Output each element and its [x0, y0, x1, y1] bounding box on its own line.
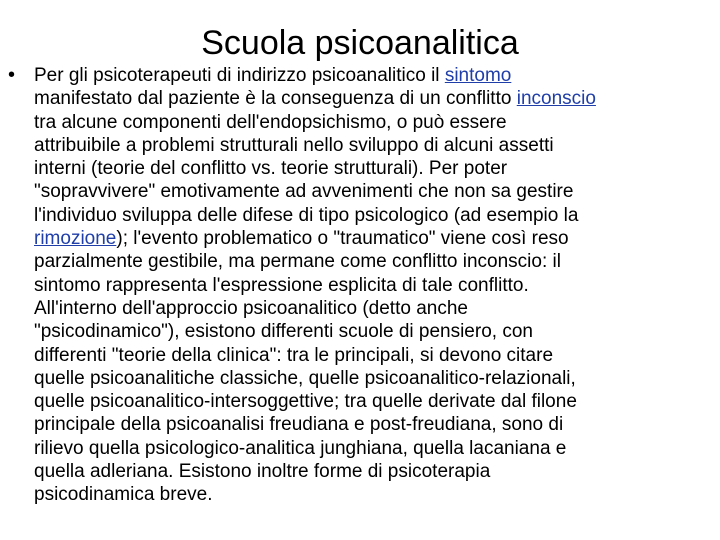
text-line: [34, 204, 720, 227]
text-line: [34, 297, 720, 320]
text-segment: quelle psicoanalitiche classiche, quelle psicoanalitico-relazionali,: [34, 367, 576, 389]
text-segment: ); l'evento problematico o "traumatico" viene così reso: [116, 228, 569, 250]
text-segment: quelle psicoanalitico-intersoggettive; tra quelle derivate dal filone: [34, 391, 577, 413]
text-line: [34, 344, 720, 367]
text-line: [34, 390, 720, 413]
bullet-paragraph: [34, 64, 720, 507]
link-sintomo[interactable]: sintomo: [444, 65, 512, 86]
bullet-item: [8, 64, 720, 507]
bullet-marker: •: [8, 64, 16, 86]
text-segment: quella adleriana. Esistono inoltre forme di psicoterapia: [34, 461, 491, 483]
text-segment: parzialmente gestibile, ma permane come conflitto inconscio: il: [34, 251, 561, 273]
text-segment: tra alcune componenti dell'endopsichismo, o può essere: [34, 111, 507, 133]
slide-body: [8, 64, 720, 507]
text-segment: psicodinamica breve.: [34, 484, 213, 506]
text-line: [34, 413, 720, 436]
text-segment: attribuibile a problemi strutturali nello sviluppo di alcuni assetti: [34, 134, 554, 156]
text-line: [34, 437, 720, 460]
text-line: [34, 250, 720, 273]
text-segment: manifestato dal paziente è la conseguenza di un conflitto: [34, 88, 517, 110]
text-line: [34, 64, 720, 87]
text-line: [34, 87, 720, 110]
text-line: [34, 320, 720, 343]
text-segment: differenti "teorie della clinica": tra le principali, si devono citare: [34, 344, 554, 366]
text-segment: l'individuo sviluppa delle difese di tipo psicologico (ad esempio la: [34, 204, 579, 226]
text-segment: rilievo quella psicologico-analitica junghiana, quella lacaniana e: [34, 437, 567, 459]
text-line: [34, 227, 720, 250]
link-inconscio[interactable]: inconscio: [516, 88, 596, 110]
text-line: [34, 460, 720, 483]
slide-title: Scuola psicoanalitica: [201, 24, 519, 62]
text-segment: interni (teorie del conflitto vs. teorie strutturali). Per poter: [34, 158, 508, 180]
text-segment: All'interno dell'approccio psicoanalitico (detto anche: [34, 297, 468, 319]
text-segment: "psicodinamico"), esistono differenti scuole di pensiero, con: [34, 321, 533, 343]
text-segment: Per gli psicoterapeuti di indirizzo psicoanalitico il: [34, 65, 445, 86]
text-segment: "sopravvivere" emotivamente ad avvenimenti che non sa gestire: [34, 181, 574, 203]
link-rimozione[interactable]: rimozione: [34, 228, 117, 250]
text-line: [34, 111, 720, 134]
text-line: [34, 483, 720, 506]
text-line: [34, 367, 720, 390]
text-segment: principale della psicoanalisi freudiana e post-freudiana, sono di: [34, 414, 564, 436]
text-line: [34, 274, 720, 297]
text-line: [34, 134, 720, 157]
text-segment: sintomo rappresenta l'espressione esplicita di tale conflitto.: [34, 274, 529, 296]
text-line: [34, 180, 720, 203]
text-line: [34, 157, 720, 180]
